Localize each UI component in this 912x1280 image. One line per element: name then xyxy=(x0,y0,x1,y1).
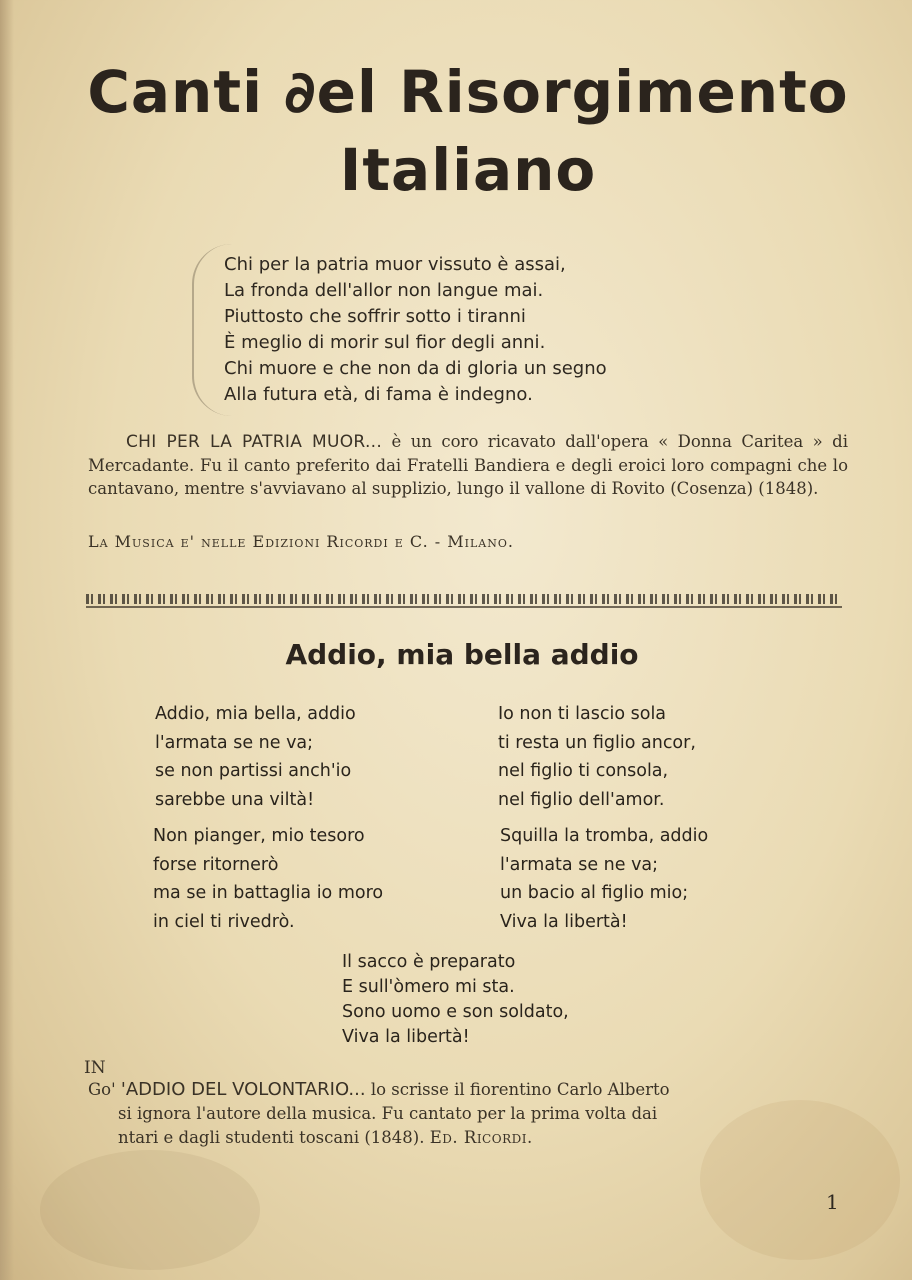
page-number: 1 xyxy=(826,1190,839,1214)
epigraph-line: Piuttosto che soffrir sotto i tiranni xyxy=(224,306,526,327)
historical-note-2 xyxy=(88,1078,844,1150)
note-lead: 'ADDIO DEL VOLONTARIO... xyxy=(120,1079,366,1100)
epigraph-line: È meglio di morir sul fior degli anni. xyxy=(224,332,546,353)
verse-line: Viva la libertà! xyxy=(500,911,628,932)
verse-line: ti resta un figlio ancor, xyxy=(498,732,696,753)
verse-line: nel figlio ti consola, xyxy=(498,761,669,781)
verse-line: se non partissi anch'io xyxy=(155,761,352,781)
verse-line: un bacio al figlio mio; xyxy=(500,883,689,903)
epigraph xyxy=(224,252,744,408)
verse-line: E sull'òmero mi sta. xyxy=(342,977,515,997)
note-text: lo scrisse il fiorentino Carlo Alberto xyxy=(365,1080,670,1099)
epigraph-line: Alla futura età, di fama è indegno. xyxy=(224,384,533,405)
verse-line: l'armata se ne va; xyxy=(500,854,659,875)
torn-text-fragment: IN xyxy=(84,1058,106,1078)
verse-line: in ciel ti rivedrò. xyxy=(153,911,295,932)
paper-stain xyxy=(40,1150,260,1270)
note-lead: CHI PER LA PATRIA MUOR... xyxy=(126,432,383,452)
stanza xyxy=(153,822,383,936)
epigraph-line: Chi per la patria muor vissuto è assai, xyxy=(224,254,566,275)
stanza xyxy=(500,822,708,936)
music-credit: La Musica e' nelle Edizioni Ricordi e C. - Milano. xyxy=(88,532,514,551)
stanza xyxy=(155,700,356,814)
verse-line: Il sacco è preparato xyxy=(342,952,516,972)
stanza xyxy=(498,700,696,814)
verse-line: Sono uomo e son soldato, xyxy=(342,1002,569,1022)
divider-rule xyxy=(86,606,842,608)
verse-line: l'armata se ne va; xyxy=(155,732,314,753)
verse-line: Squilla la tromba, addio xyxy=(500,826,709,846)
note-text: ntari e dagli studenti toscani (1848). xyxy=(118,1128,425,1147)
verse-line: Non pianger, mio tesoro xyxy=(153,826,365,846)
publisher-credit: Ed. Ricordi. xyxy=(429,1128,533,1147)
song-title: Addio, mia bella addio xyxy=(285,638,639,671)
historical-note-1 xyxy=(88,430,848,500)
page-title-line-2: Italiano xyxy=(339,136,597,204)
epigraph-line: La fronda dell'allor non langue mai. xyxy=(224,280,544,301)
epigraph-line: Chi muore e che non da di gloria un segno xyxy=(224,358,607,379)
verse-line: Io non ti lascio sola xyxy=(498,704,667,724)
note-text: si ignora l'autore della musica. Fu cantato per la prima volta dai xyxy=(118,1104,658,1123)
note-prefix: Go' xyxy=(88,1080,116,1099)
verse-line: Addio, mia bella, addio xyxy=(155,704,356,724)
page-title-line-1: Canti ∂el Risorgimento xyxy=(87,58,849,126)
verse-line: nel figlio dell'amor. xyxy=(498,789,665,810)
verse-line: forse ritornerò xyxy=(153,854,279,875)
verse-line: ma se in battaglia io moro xyxy=(153,883,384,903)
stanza xyxy=(342,950,569,1050)
verse-line: Viva la libertà! xyxy=(342,1027,470,1047)
verse-line: sarebbe una viltà! xyxy=(155,789,315,810)
note-text: è un coro ricavato dall'opera « Donna Caritea » di Mercadante. Fu il canto preferito dai Fratelli Bandiera e degli eroici loro compagni che lo cantavano, mentre s'avviavano al supplizio, lungo il vallone di Rovito (Cosenza) (1848). xyxy=(88,432,848,498)
ornamental-divider xyxy=(86,594,842,604)
